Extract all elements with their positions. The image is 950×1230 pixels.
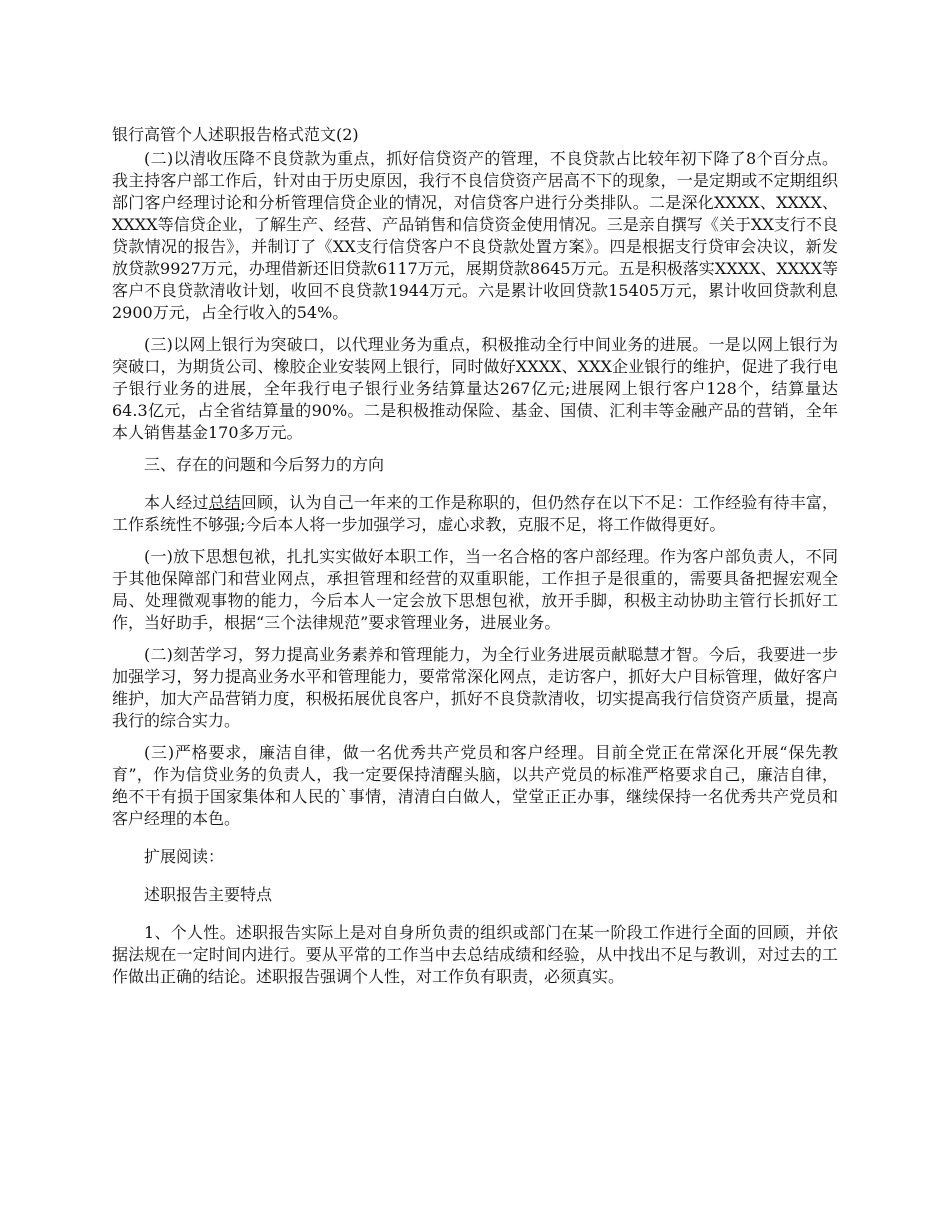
summary-link[interactable]: 总结 — [208, 493, 241, 512]
paragraph-point-two: (二)刻苦学习，努力提高业务素养和管理能力，为全行业务进展贡献聪慧才智。今后，我要进一步加强学习，努力提高业务水平和管理能力，要常常深化网点，走访客户，抓好大户目标管理，做好客户维护，加大产品营销力度，积极拓展优良客户，抓好不良贷款清收，切实提高我行信贷资产质量，提高我行的综合实力。 — [112, 645, 838, 730]
section-heading-problems: 三、存在的问题和今后努力的方向 — [144, 455, 385, 474]
paragraph-credit-assets: (二)以清收压降不良贷款为重点，抓好信贷资产的管理，不良贷款占比较年初下降了8个百分点。我主持客户部工作后，针对由于历史原因，我行不良信贷资产居高不下的现象，一是定期或不定期组织部门客户经理讨论和分析管理信贷企业的情况，对信贷客户进行分类排队。二是深化XXXX、XXXX、XXXX等信贷企业，了解生产、经营、产品销售和信贷资金使用情况。三是亲自撰写《关于XX支行不良贷款情况的报告》，并制订了《XX支行信贷客户不良贷款处置方案》。四是根据支行贷审会决议，新发放贷款9927万元，办理借新还旧贷款6117万元，展期贷款8645万元。五是积极落实XXXX、XXXX等客户不良贷款清收计划，收回不良贷款1944万元。六是累计收回贷款15405万元，累计收回贷款利息2900万元，占全行收入的54%。 — [112, 149, 838, 322]
paragraph-feature-one: 1、个人性。述职报告实际上是对自身所负责的组织或部门在某一阶段工作进行全面的回顾，并依据法规在一定时间内进行。要从平常的工作当中去总结成绩和经验，从中找出不足与教训，对过去的工作做出正确的结论。述职报告强调个人性，对工作负有职责，必须真实。 — [112, 923, 838, 986]
paragraph-point-three: (三)严格要求，廉洁自律，做一名优秀共产党员和客户经理。目前全党正在常深化开展“保先教育”，作为信贷业务的负责人，我一定要保持清醒头脑，以共产党员的标准严格要求自己，廉洁自律，绝不干有损于国家集体和人民的`事情，清清白白做人，堂堂正正办事，继续保持一名优秀共产党员和客户经理的本色。 — [112, 743, 838, 828]
section-heading-features: 述职报告主要特点 — [144, 885, 273, 904]
paragraph-online-banking: (三)以网上银行为突破口，以代理业务为重点，积极推动全行中间业务的进展。一是以网上银行为突破口，为期货公司、橡胶企业安装网上银行，同时做好XXXX、XXX企业银行的维护，促进了我行电子银行业务的进展，全年我行电子银行业务结算量达267亿元;进展网上银行客户128个，结算量达64.3亿元，占全省结算量的90%。二是积极推动保险、基金、国债、汇利丰等金融产品的营销，全年本人销售基金170多万元。 — [112, 335, 838, 442]
self-review-text-before: 本人经过 — [144, 493, 209, 512]
extended-reading-label: 扩展阅读： — [144, 847, 225, 866]
document-title: 银行高管个人述职报告格式范文(2) — [112, 125, 359, 144]
self-review-text-after: 回顾，认为自己一年来的工作是称职的，但仍然存在以下不足：工作经验有待丰富，工作系统性不够强;今后本人将一步加强学习，虚心求教，克服不足，将工作做得更好。 — [112, 493, 838, 534]
paragraph-self-review — [112, 492, 838, 536]
paragraph-point-one: (一)放下思想包袱，扎扎实实做好本职工作，当一名合格的客户部经理。作为客户部负责人，不同于其他保障部门和营业网点，承担管理和经营的双重职能，工作担子是很重的，需要具备把握宏观全局、处理微观事物的能力，今后本人一定会放下思想包袱，放开手脚，积极主动协助主管行长抓好工作，当好助手，根据“三个法律规范”要求管理业务，进展业务。 — [112, 547, 838, 632]
